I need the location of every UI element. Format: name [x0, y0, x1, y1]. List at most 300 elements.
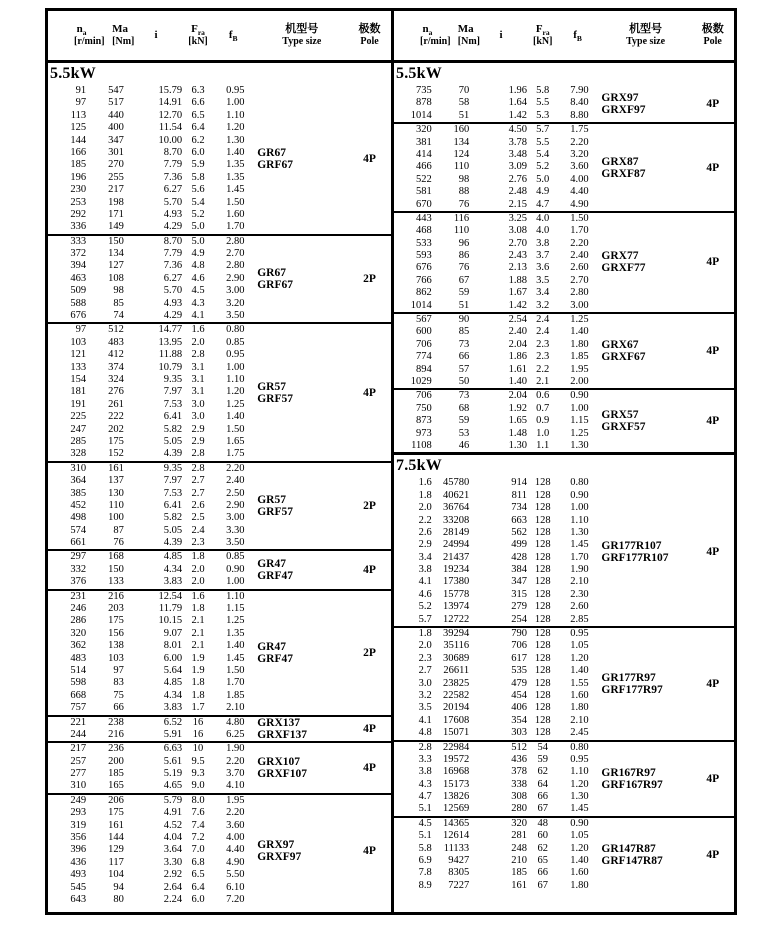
cell-na: 443	[416, 212, 432, 224]
cell-fb: 0.95	[226, 349, 245, 361]
cell-fb: 1.10	[226, 590, 245, 602]
type-size-label	[601, 156, 645, 180]
cell-ma: 23825	[442, 677, 470, 689]
cell-fb: 4.40	[570, 186, 589, 198]
cell-ma: 110	[453, 225, 470, 237]
cell-fb: 1.25	[570, 427, 589, 439]
cell-na: 181	[70, 386, 87, 398]
cell-fb: 1.90	[570, 564, 589, 576]
cell-i: 734	[511, 502, 527, 514]
cell-i: 15.79	[158, 85, 183, 96]
cell-fra: 2.2	[536, 363, 550, 375]
cell-fb: 0.80	[226, 324, 245, 336]
cell-fra: 5.0	[191, 221, 205, 233]
type-size-line: GRX57	[601, 409, 639, 422]
cell-ma: 59	[458, 287, 470, 299]
cell-i: 7.53	[163, 398, 183, 410]
type-size-line: GRF67	[257, 159, 293, 172]
table-row	[48, 882, 391, 894]
table-row	[48, 576, 391, 588]
column-header-label: Ma	[112, 22, 129, 35]
type-size-label	[601, 672, 662, 696]
cell-ma: 14365	[442, 817, 470, 829]
column-header-label: $F_{ra}$	[191, 22, 205, 38]
cell-ma: 168	[108, 551, 124, 563]
cell-na: 310	[70, 462, 87, 474]
cell-fb: 1.50	[570, 212, 589, 224]
cell-fra: 67	[537, 879, 548, 891]
cell-fra: 1.6	[191, 590, 205, 602]
cell-ma: 203	[108, 603, 124, 615]
cell-na: 285	[70, 435, 87, 447]
table-row	[48, 159, 391, 171]
cell-fra: 128	[534, 601, 551, 613]
cell-ma: 17608	[442, 714, 470, 726]
cell-na: 249	[70, 794, 87, 806]
cell-na: 310	[70, 780, 87, 792]
cell-na: 6.9	[418, 855, 432, 867]
cell-na: 509	[70, 285, 87, 297]
cell-fra: 3.6	[536, 262, 550, 274]
cell-fb: 1.20	[226, 386, 245, 398]
spec-block	[48, 322, 391, 460]
cell-ma: 90	[458, 314, 470, 326]
column-header-unit: [kN]	[188, 36, 208, 48]
cell-na: 328	[70, 448, 87, 460]
table-row	[48, 869, 391, 881]
column-header-pole	[691, 23, 734, 48]
cell-ma: 13826	[442, 791, 470, 803]
type-size-label	[257, 558, 293, 582]
cell-fra: 4.0	[536, 212, 550, 224]
cell-ma: 129	[108, 844, 124, 856]
type-size-line: GRX67	[601, 339, 639, 352]
cell-fb: 3.20	[570, 148, 589, 160]
cell-fb: 1.05	[570, 830, 589, 842]
cell-ma: 202	[108, 423, 124, 435]
cell-na: 643	[70, 894, 87, 905]
column-header-na	[48, 22, 105, 48]
cell-i: 5.82	[163, 423, 183, 435]
cell-i: 4.85	[163, 677, 183, 689]
cell-i: 4.85	[163, 551, 183, 563]
column-header-subscript: B	[232, 34, 238, 44]
cell-na: 1.8	[418, 489, 432, 501]
cell-fb: 4.90	[226, 856, 245, 868]
cell-na: 3.2	[418, 689, 432, 701]
spec-block	[48, 741, 391, 793]
cell-i: 308	[511, 791, 527, 803]
cell-i: 5.79	[163, 794, 183, 806]
cell-na: 5.1	[418, 830, 432, 842]
table-row	[394, 830, 734, 842]
cell-fra: 16	[192, 716, 204, 728]
cell-na: 292	[70, 208, 87, 220]
cell-ma: 24994	[442, 539, 470, 551]
cell-i: 6.52	[163, 716, 183, 728]
cell-ma: 270	[108, 159, 124, 171]
cell-fb: 1.10	[570, 514, 589, 526]
cell-fb: 1.40	[570, 855, 589, 867]
cell-na: 244	[70, 728, 87, 740]
cell-i: 320	[511, 817, 527, 829]
table-row	[48, 743, 391, 755]
cell-ma: 85	[458, 326, 470, 338]
cell-i: 5.05	[163, 524, 183, 536]
cell-fra: 128	[534, 489, 551, 501]
table-row	[48, 677, 391, 689]
cell-na: 493	[70, 869, 87, 881]
column-header-unit: Pole	[703, 36, 722, 48]
cell-fra: 2.8	[191, 462, 205, 474]
cell-fb: 2.20	[226, 462, 245, 474]
cell-fra: 128	[534, 551, 551, 563]
cell-na: 133	[70, 361, 87, 373]
cell-fra: 1.6	[191, 324, 205, 336]
cell-na: 91	[75, 85, 87, 96]
table-row	[48, 172, 391, 184]
cell-i: 11.79	[158, 603, 183, 615]
cell-i: 5.05	[163, 435, 183, 447]
table-row	[48, 386, 391, 398]
table-row	[394, 791, 734, 803]
cell-fra: 3.7	[536, 250, 550, 262]
cell-na: 1.6	[418, 477, 432, 489]
cell-fra: 5.4	[191, 196, 205, 208]
table-row	[394, 238, 734, 250]
spec-block	[48, 234, 391, 323]
table-row	[48, 537, 391, 549]
cell-fb: 7.90	[570, 85, 589, 96]
cell-na: 231	[70, 590, 87, 602]
cell-na: 2.3	[418, 652, 432, 664]
table-row	[394, 502, 734, 514]
column-header-subscript: a	[82, 28, 87, 38]
cell-i: 4.34	[163, 689, 183, 701]
cell-ma: 175	[108, 615, 124, 627]
type-size-line: GR67	[257, 147, 286, 160]
cell-i: 7.79	[163, 248, 183, 260]
cell-i: 4.50	[508, 124, 527, 136]
cell-fra: 6.4	[191, 881, 205, 893]
cell-ma: 150	[108, 235, 124, 247]
cell-ma: 161	[108, 462, 124, 474]
cell-na: 468	[416, 225, 432, 237]
pole-label: 4P	[706, 545, 720, 558]
cell-fb: 2.70	[226, 248, 245, 260]
table-row	[48, 463, 391, 475]
table-row	[394, 880, 734, 892]
cell-na: 676	[70, 310, 87, 322]
power-section-title: 7.5kW	[396, 457, 442, 475]
cell-na: 319	[70, 819, 87, 831]
column-header-type-size	[600, 23, 692, 48]
cell-i: 2.92	[163, 869, 183, 881]
cell-na: 191	[70, 398, 87, 410]
cell-fra: 60	[537, 830, 548, 842]
cell-fb: 4.80	[226, 716, 245, 728]
cell-ma: 127	[108, 260, 124, 272]
cell-na: 2.8	[418, 741, 432, 753]
cell-fra: 2.7	[191, 475, 205, 487]
cell-fra: 62	[537, 766, 548, 778]
cell-fb: 2.20	[570, 237, 589, 249]
table-row	[394, 803, 734, 815]
cell-ma: 12722	[442, 613, 470, 625]
cell-fra: 5.2	[191, 208, 205, 220]
spec-block	[48, 461, 391, 550]
cell-na: 394	[70, 260, 87, 272]
cell-fra: 4.3	[191, 297, 205, 309]
table-row	[394, 326, 734, 338]
cell-fra: 54	[537, 741, 548, 753]
cell-fra: 7.0	[191, 844, 205, 856]
cell-i: 185	[511, 867, 527, 879]
cell-i: 6.41	[163, 411, 183, 423]
cell-i: 9.07	[163, 627, 183, 639]
cell-na: 362	[70, 640, 87, 652]
cell-fb: 1.70	[226, 221, 245, 233]
table-row	[394, 576, 734, 588]
cell-na: 8.9	[418, 879, 432, 891]
cell-fb: 1.65	[226, 435, 245, 447]
cell-i: 2.64	[163, 881, 183, 893]
cell-fb: 4.10	[226, 780, 245, 792]
cell-na: 593	[416, 250, 432, 262]
cell-fb: 1.60	[226, 208, 245, 220]
spec-block	[394, 626, 734, 740]
cell-na: 2.9	[418, 539, 432, 551]
column-header-label: $f_B$	[573, 28, 582, 44]
cell-i: 3.83	[163, 576, 183, 588]
cell-ma: 185	[108, 768, 124, 780]
cell-i: 7.97	[163, 475, 183, 487]
cell-fra: 1.9	[191, 652, 205, 664]
table-row	[48, 362, 391, 374]
cell-fb: 3.00	[570, 299, 589, 311]
cell-fra: 1.8	[191, 603, 205, 615]
cell-i: 5.19	[163, 768, 183, 780]
cell-ma: 222	[108, 411, 124, 423]
cell-fb: 1.80	[570, 338, 589, 350]
cell-fb: 1.80	[570, 879, 589, 891]
cell-na: 670	[416, 198, 432, 210]
cell-ma: 35116	[443, 640, 470, 652]
cell-na: 3.8	[418, 766, 432, 778]
cell-na: 297	[70, 551, 87, 563]
cell-fra: 2.1	[536, 375, 550, 387]
cell-na: 774	[416, 351, 432, 363]
cell-fra: 6.0	[191, 894, 205, 905]
cell-fra: 128	[534, 477, 551, 489]
table-row	[48, 260, 391, 272]
type-size-label	[601, 339, 645, 363]
cell-ma: 21437	[442, 551, 470, 563]
table-row	[394, 186, 734, 198]
pole-label: 4P	[363, 153, 376, 166]
spec-block	[394, 477, 734, 626]
cell-na: 3.5	[418, 702, 432, 714]
column-header-i	[127, 29, 185, 42]
cell-ma: 73	[458, 338, 470, 350]
cell-i: 1.30	[508, 439, 527, 451]
cell-fb: 2.80	[570, 287, 589, 299]
pole-label: 4P	[706, 345, 720, 358]
cell-fra: 5.0	[191, 235, 205, 247]
cell-fb: 4.90	[570, 198, 589, 210]
cell-fra: 7.6	[191, 807, 205, 819]
cell-fra: 5.0	[536, 173, 550, 185]
cell-na: 706	[416, 390, 432, 402]
cell-i: 1.40	[508, 375, 527, 387]
cell-fra: 66	[537, 867, 548, 879]
table-row	[48, 209, 391, 221]
cell-i: 2.54	[508, 314, 527, 326]
cell-ma: 236	[108, 743, 124, 755]
cell-na: 396	[70, 844, 87, 856]
spec-block	[394, 122, 734, 211]
type-size-line: GRF147R87	[601, 855, 663, 868]
cell-i: 1.96	[508, 85, 527, 96]
cell-fb: 0.90	[570, 817, 589, 829]
cell-na: 522	[416, 173, 432, 185]
cell-ma: 73	[458, 390, 470, 402]
type-size-line: GR177R97	[601, 671, 656, 684]
cell-ma: 40621	[442, 489, 470, 501]
cell-i: 248	[511, 842, 527, 854]
table-row	[394, 174, 734, 186]
type-size-line: GRF57	[257, 506, 293, 519]
column-header-unit: [r/min]	[74, 36, 105, 48]
cell-ma: 255	[108, 171, 124, 183]
cell-fra: 128	[534, 502, 551, 514]
cell-ma: 440	[108, 109, 124, 121]
cell-fb: 3.00	[226, 512, 245, 524]
cell-fb: 1.95	[570, 363, 589, 375]
cell-fb: 2.30	[570, 588, 589, 600]
cell-fra: 2.4	[536, 314, 550, 326]
cell-i: 347	[511, 576, 527, 588]
cell-fra: 6.0	[191, 146, 205, 158]
cell-fra: 2.0	[191, 563, 205, 575]
cell-fb: 2.00	[570, 375, 589, 387]
cell-i: 4.93	[163, 208, 183, 220]
power-section-title: 5.5kW	[50, 65, 96, 82]
cell-fra: 3.4	[536, 287, 550, 299]
cell-i: 10.00	[158, 134, 183, 146]
cell-fb: 1.40	[570, 665, 589, 677]
cell-ma: 88	[458, 186, 470, 198]
cell-i: 10.79	[158, 361, 183, 373]
cell-fb: 1.40	[226, 640, 245, 652]
cell-fra: 6.5	[191, 109, 205, 121]
cell-fra: 2.6	[191, 499, 205, 511]
table-row	[394, 85, 734, 97]
cell-fra: 66	[537, 791, 548, 803]
cell-i: 378	[511, 766, 527, 778]
cell-fb: 1.10	[226, 109, 245, 121]
table-row	[48, 122, 391, 134]
cell-fra: 5.7	[536, 124, 550, 136]
cell-fra: 1.7	[191, 702, 205, 714]
type-size-label	[601, 250, 645, 274]
table-row	[48, 690, 391, 702]
cell-i: 3.25	[508, 212, 527, 224]
cell-na: 574	[70, 524, 87, 536]
column-header-label: $n_a$	[76, 22, 87, 38]
table-row	[48, 756, 391, 768]
cell-na: 706	[416, 338, 432, 350]
table-row	[394, 614, 734, 626]
cell-i: 354	[511, 714, 527, 726]
cell-fra: 128	[534, 689, 551, 701]
cell-fra: 59	[537, 753, 548, 765]
cell-i: 7.53	[163, 487, 183, 499]
column-header-unit: Pole	[360, 36, 379, 48]
column-header-label: 机型号	[629, 22, 663, 35]
column-header-fra	[185, 23, 211, 48]
cell-fb: 1.45	[570, 803, 589, 815]
cell-ma: 547	[108, 85, 124, 96]
cell-ma: 36764	[442, 502, 470, 514]
table-row	[394, 477, 734, 489]
cell-na: 414	[416, 148, 432, 160]
table-row	[394, 403, 734, 415]
table-row	[48, 717, 391, 729]
cell-fb: 4.40	[226, 844, 245, 856]
table-row	[394, 376, 734, 388]
cell-ma: 110	[453, 161, 470, 173]
cell-ma: 74	[113, 310, 124, 322]
table-row	[394, 137, 734, 149]
table-row	[394, 428, 734, 440]
spec-block	[48, 715, 391, 742]
column-header-subscript: ra	[542, 28, 550, 38]
column-header-subscript: B	[576, 34, 582, 44]
table-row	[48, 436, 391, 448]
table-row	[394, 390, 734, 402]
cell-fb: 1.25	[226, 615, 245, 627]
cell-fra: 128	[534, 588, 551, 600]
cell-i: 4.93	[163, 297, 183, 309]
spec-block	[48, 85, 391, 234]
table-row	[48, 628, 391, 640]
cell-ma: 76	[458, 262, 470, 274]
table-row	[48, 411, 391, 423]
cell-i: 436	[511, 753, 527, 765]
type-size-label	[257, 839, 301, 863]
cell-fb: 1.35	[226, 171, 245, 183]
cell-na: 4.1	[418, 714, 432, 726]
cell-ma: 7227	[448, 879, 470, 891]
table-row	[48, 894, 391, 906]
cell-na: 676	[416, 262, 432, 274]
cell-fb: 1.00	[570, 402, 589, 414]
cell-na: 436	[70, 856, 87, 868]
cell-na: 4.1	[418, 576, 432, 588]
cell-na: 185	[70, 159, 87, 171]
cell-i: 1.92	[508, 402, 527, 414]
cell-ma: 104	[108, 869, 124, 881]
column-header-unit: [Nm]	[112, 36, 135, 48]
cell-i: 2.43	[508, 250, 527, 262]
cell-fra: 2.3	[536, 338, 550, 350]
table-row	[48, 525, 391, 537]
cell-na: 381	[416, 136, 432, 148]
table-row	[48, 488, 391, 500]
table-row	[394, 779, 734, 791]
table-row	[48, 298, 391, 310]
